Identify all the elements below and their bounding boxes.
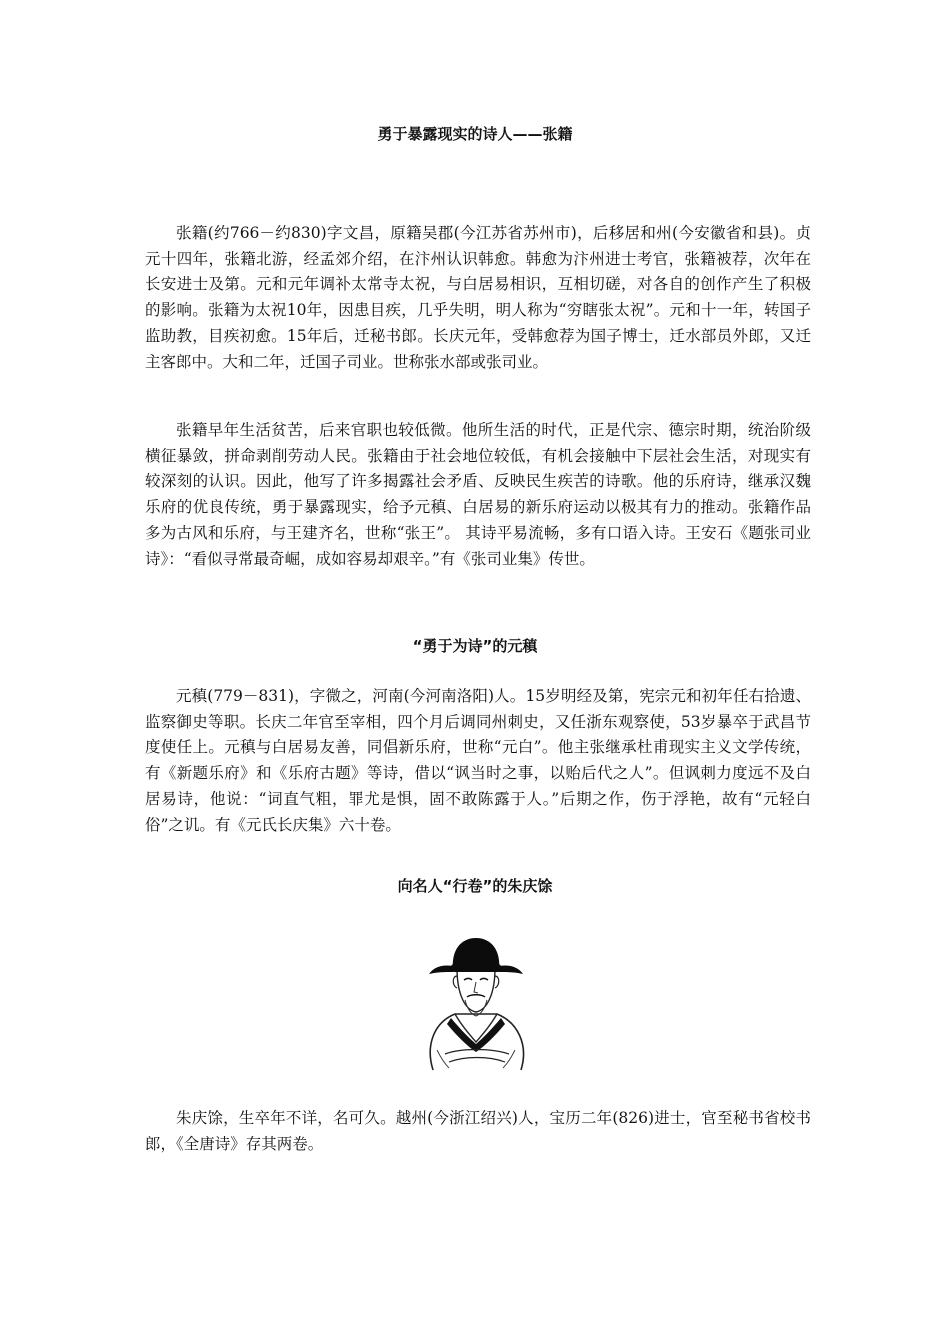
section-title-zhang-ji: 勇于暴露现实的诗人——张籍 — [377, 125, 573, 143]
paragraph-yuan-zhen: 元稹(779－831)，字微之，河南(今河南洛阳)人。15岁明经及第，宪宗元和初年任右拾遗、监察御史等职。长庆二年官至宰相，四个月后调同州刺史，又任浙东观察使，53岁暴卒于武昌节度使任上。元稹与白居易友善，同倡新乐府，世称“元白”。他主张继承杜甫现实主义文学传统，有《新题乐府》和《乐府古题》等诗，借以“讽当时之事，以贻后代之人”。但讽刺力度远不及白居易诗，他说：“词直气粗，罪尤是惧，固不敢陈露于人。”后期之作，伤于浮艳，故有“元轻白俗”之讥。有《元氏长庆集》六十卷。 — [145, 687, 811, 834]
paragraph-zhang-ji-biography: 张籍(约766－约830)字文昌，原籍吴郡(今江苏省苏州市)，后移居和州(今安徽省和县)。贞元十四年，张籍北游，经孟郊介绍，在汴州认识韩愈。韩愈为汴州进士考官，张籍被荐，次年在长安进士及第。元和元年调补太常寺太祝，与白居易相识，互相切磋，对各自的创作产生了积极的影响。张籍为太祝10年，因患目疾，几乎失明，明人称为“穷瞎张太祝”。元和十一年，转国子监助教，目疾初愈。15年后，迁秘书郎。长庆元年，受韩愈荐为国子博士，迁水部员外郎，又迁主客郎中。大和二年，迁国子司业。世称张水部或张司业。 — [145, 224, 811, 371]
scholar-portrait-icon — [415, 932, 537, 1072]
section-title-zhu-qingyu: 向名人“行卷”的朱庆馀 — [397, 877, 553, 895]
paragraph-zhang-ji-poetry: 张籍早年生活贫苦，后来官职也较低微。他所生活的时代，正是代宗、德宗时期，统治阶级横征暴敛，拼命剥削劳动人民。张籍由于社会地位较低，有机会接触中下层社会生活，对现实有较深刻的认识。因此，他写了许多揭露社会矛盾、反映民生疾苦的诗歌。他的乐府诗，继承汉魏乐府的优良传统，勇于暴露现实，给予元稹、白居易的新乐府运动以极其有力的推动。张籍作品多为古风和乐府，与王建齐名，世称“张王”。 其诗平易流畅，多有口语入诗。王安石《题张司业诗》：“看似寻常最奇崛，成如容易却艰辛。”有《张司业集》传世。 — [145, 421, 811, 568]
section-title-yuan-zhen: “勇于为诗”的元稹 — [412, 637, 538, 655]
paragraph-zhu-qingyu: 朱庆馀，生卒年不详，名可久。越州(今浙江绍兴)人，宝历二年(826)进士，官至秘书省校书郎，《全唐诗》存其两卷。 — [145, 1109, 811, 1153]
